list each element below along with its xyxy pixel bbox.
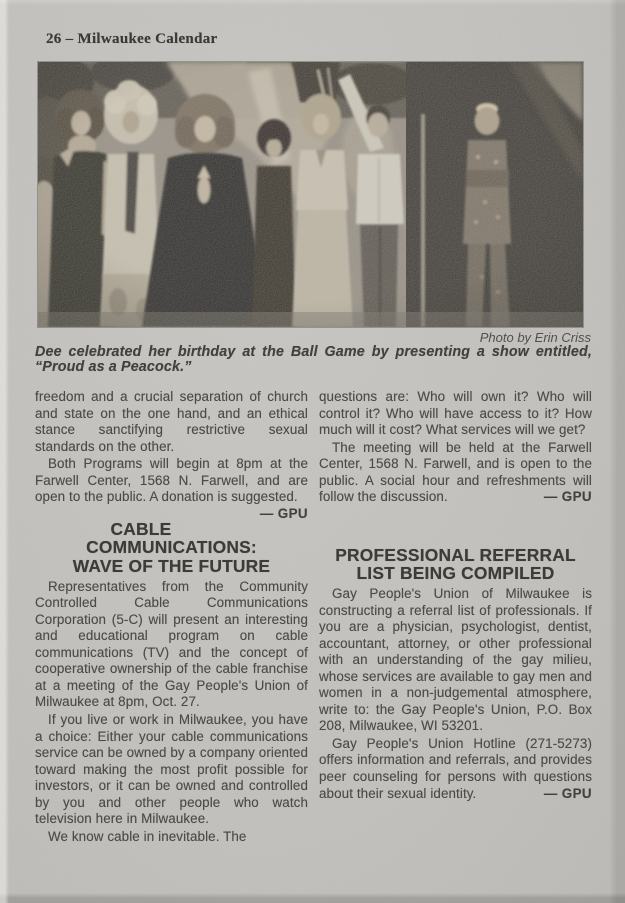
stage-photo-illustration [38,62,583,327]
column-left [35,389,308,846]
headline-professional-referral [319,546,592,583]
headline-cable-communications [35,520,308,576]
paragraph [319,586,592,735]
page-header: 26 – Milwaukee Calendar [46,31,218,47]
paragraph [319,736,592,802]
paragraph-text: questions are: Who will own it? Who will control it? Who will have access to it? How much will it cost? What services will we get? [319,389,592,438]
paragraph [35,389,308,455]
paragraph-text: If you live or work in Milwaukee, you have a choice: Either your cable communications service can be owned by a company oriented toward making the most profit possible for investors, or it can be owned and controlled by you and other people who watch television here in Milwaukee. [35,711,308,827]
gpu-byline: — GPU [543,785,592,801]
photo-grain [38,62,583,327]
photo-caption: Dee celebrated her birthday at the Ball Game by presenting a show entitled, “Proud as a Peacock.” [35,344,592,376]
photo-credit: Photo by Erin Criss [479,330,591,345]
paragraph [35,579,308,711]
paragraph-text: Gay People's Union Hotline (271-5273) offers information and referrals, and provides peer counseling for persons with questions about their sexual identity. [319,735,592,801]
headline-line: WAVE OF THE FUTURE [72,556,271,577]
paragraph [35,829,308,846]
column-right [319,389,592,846]
headline-line: PROFESSIONAL REFERRAL [335,544,576,565]
gpu-byline: — GPU [543,489,592,505]
article-columns [35,389,592,846]
paragraph-text: Gay People's Union of Milwaukee is constructing a referral list of professionals. If you are a physician, psychologist, dentist, accountant, attorney, or other professional with an understanding of the gay milieu, whose services are available to gay men and women in a non-judgemental atmosphere, write to: the Gay People's Union, P.O. Box 208, Milwaukee, WI 53201. [319,586,592,734]
paragraph [319,440,592,506]
paragraph-text: freedom and a crucial separation of church and state on the one hand, and an ethical stance sanctifying restrictive sexual standards on the other. [35,389,308,454]
paragraph [319,389,592,439]
paragraph-text: Both Programs will begin at 8pm at the Farwell Center, 1568 N. Farwell, and are open to the public. A donation is suggested. [35,456,308,505]
paragraph [35,456,308,521]
paragraph [35,712,308,828]
stage-photo [38,62,583,327]
headline-line: LIST BEING COMPILED [356,563,555,584]
gpu-byline: — GPU [259,505,308,521]
paragraph-text: The meeting will be held at the Farwell Center, 1568 N. Farwell, and is open to the public. A social hour and refreshments will follow the discussion. [319,439,592,505]
paragraph-text: Representatives from the Community Controlled Cable Communications Corporation (5-C) will present an interesting and educational program on cable communications (TV) and the concept of cooperative ownership of the cable franchise at a meeting of the Gay People's Union of Milwaukee at 8pm, Oct. 27. [35,578,308,710]
headline-line: CABLE COMMUNICATIONS: [86,518,257,558]
paragraph-text: We know cable in inevitable. The [48,828,247,844]
